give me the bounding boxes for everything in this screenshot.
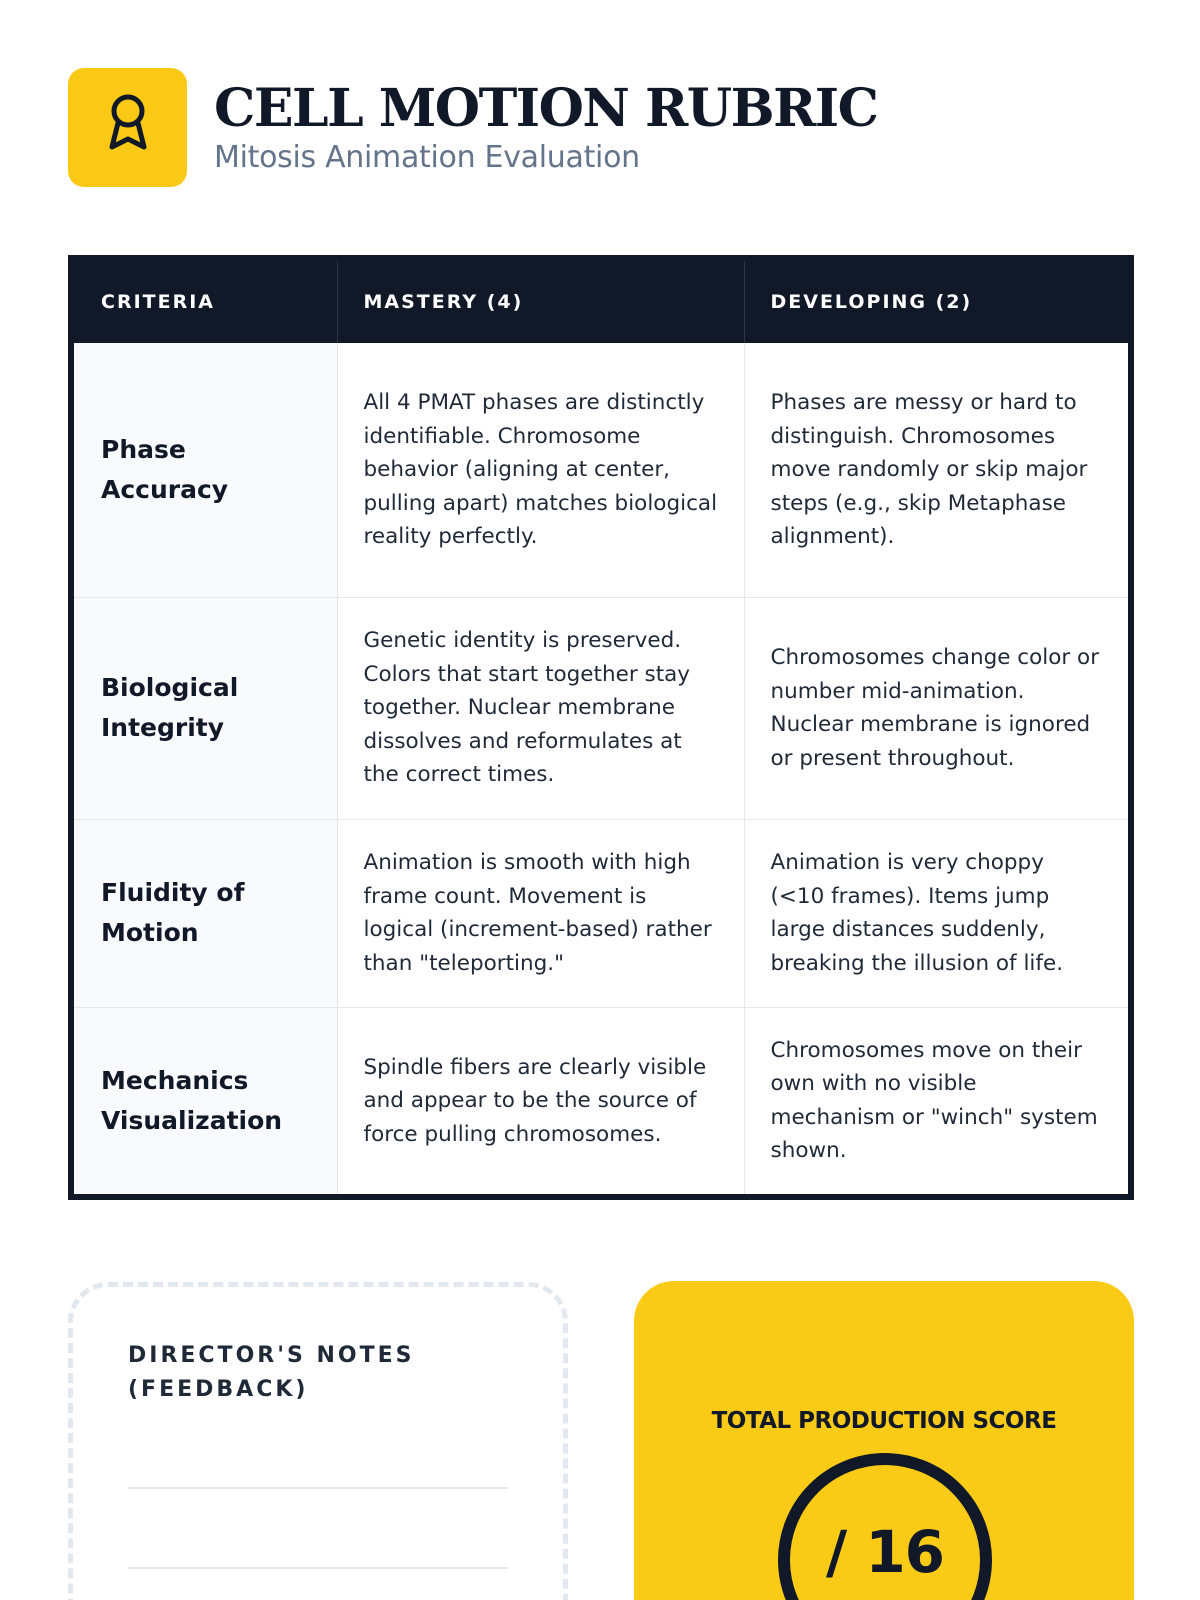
mastery-cell: Genetic identity is preserved. Colors that start together stay together. Nuclear membrane dissolves and reformulates at the correct times.: [337, 597, 744, 819]
mastery-cell: Animation is smooth with high frame count. Movement is logical (increment-based) rather than "teleporting.": [337, 819, 744, 1007]
table-row: [74, 1007, 1128, 1194]
table-row: [74, 597, 1128, 819]
table-row: [74, 343, 1128, 597]
criteria-cell: Fluidity of Motion: [74, 819, 337, 1007]
mastery-cell: All 4 PMAT phases are distinctly identifiable. Chromosome behavior (aligning at center, pulling apart) matches biological reality perfectly.: [337, 343, 744, 597]
developing-cell: Chromosomes change color or number mid-animation. Nuclear membrane is ignored or present throughout.: [744, 597, 1128, 819]
total-score-box: [634, 1281, 1134, 1600]
header-badge: [68, 68, 187, 187]
table-header-row: [74, 261, 1128, 343]
notes-title: DIRECTOR'S NOTES (FEEDBACK): [128, 1343, 415, 1402]
column-header-mastery: MASTERY (4): [337, 261, 744, 343]
score-ring: [778, 1453, 992, 1600]
header-titles: [214, 80, 878, 174]
directors-notes-box: [68, 1282, 568, 1600]
developing-cell: Animation is very choppy (<10 frames). Items jump large distances suddenly, breaking the illusion of life.: [744, 819, 1128, 1007]
score-title: TOTAL PRODUCTION SCORE: [711, 1408, 1057, 1434]
page-subtitle: Mitosis Animation Evaluation: [214, 139, 640, 175]
criteria-cell: Mechanics Visualization: [74, 1007, 337, 1194]
page-title: CELL MOTION RUBRIC: [214, 78, 878, 140]
page-header: [68, 68, 878, 187]
notes-write-line[interactable]: [128, 1567, 508, 1569]
mastery-cell: Spindle fibers are clearly visible and appear to be the source of force pulling chromosomes.: [337, 1007, 744, 1194]
rubric-table: [68, 255, 1134, 1200]
criteria-cell: Biological Integrity: [74, 597, 337, 819]
column-header-criteria: CRITERIA: [74, 261, 337, 343]
criteria-cell: Phase Accuracy: [74, 343, 337, 597]
award-ribbon-icon: [106, 93, 150, 162]
column-header-developing: DEVELOPING (2): [744, 261, 1128, 343]
score-value: / 16: [825, 1518, 945, 1586]
table-row: [74, 819, 1128, 1007]
developing-cell: Chromosomes move on their own with no visible mechanism or "winch" system shown.: [744, 1007, 1128, 1194]
developing-cell: Phases are messy or hard to distinguish. Chromosomes move randomly or skip major steps (e.g., skip Metaphase alignment).: [744, 343, 1128, 597]
notes-write-line[interactable]: [128, 1487, 508, 1489]
